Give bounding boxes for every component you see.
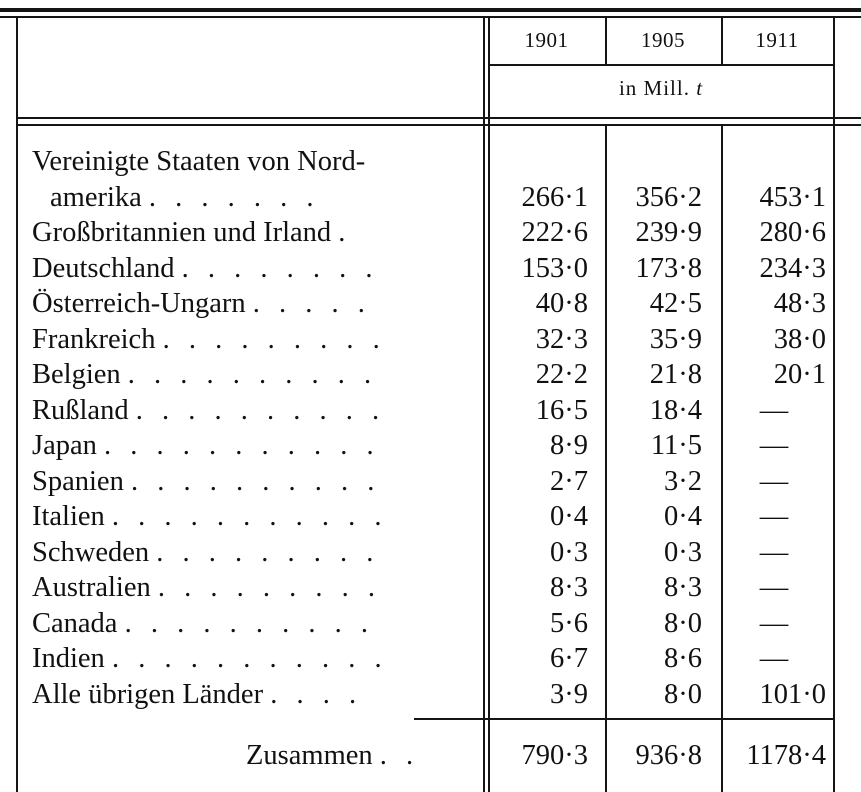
leader-dots: . . . . . bbox=[252, 288, 371, 319]
leader-dots: . . . . . . . bbox=[148, 181, 320, 213]
country-name bbox=[32, 393, 480, 428]
country-label: Canada bbox=[32, 607, 118, 639]
cell-1905: 356·2 bbox=[635, 181, 702, 213]
header-year-1901: 1901 bbox=[524, 28, 569, 52]
country-label: Großbritannien und Irland bbox=[32, 217, 332, 248]
leader-dots: . . . . . . . . . . bbox=[124, 607, 374, 639]
cell-1901: 16·5 bbox=[535, 394, 588, 426]
cell-1905: 8·6 bbox=[664, 643, 702, 674]
cell-1905: 8·0 bbox=[664, 678, 702, 710]
right-border bbox=[833, 16, 835, 792]
country-name bbox=[32, 357, 480, 392]
cell-1911: — bbox=[759, 607, 789, 639]
header-year-rule bbox=[488, 64, 834, 66]
cell-1901: 32·3 bbox=[535, 323, 588, 355]
country-name bbox=[32, 322, 480, 357]
cell-1901: 0·4 bbox=[550, 501, 588, 532]
cell-1901: 5·6 bbox=[550, 607, 588, 639]
country-name bbox=[32, 535, 480, 570]
leader-dots: . bbox=[338, 217, 352, 248]
cell-1905: 173·8 bbox=[635, 252, 702, 284]
header-year-1911: 1911 bbox=[755, 28, 799, 52]
unit-symbol: t bbox=[696, 76, 704, 100]
cell-1911: — bbox=[759, 643, 789, 674]
total-dots: . . bbox=[379, 740, 420, 771]
leader-dots: . . . . . . . . . bbox=[156, 536, 380, 568]
cell-1911: — bbox=[759, 572, 789, 603]
cell-1911: 48·3 bbox=[773, 288, 826, 319]
leader-dots: . . . . . . . . . . bbox=[135, 394, 386, 426]
country-label: Italien bbox=[32, 501, 105, 532]
country-label: Deutschland bbox=[32, 252, 175, 284]
country-label: Rußland bbox=[32, 394, 129, 426]
country-name bbox=[32, 677, 480, 712]
cell-1905: 0·3 bbox=[664, 536, 702, 568]
leader-dots: . . . . bbox=[270, 678, 363, 710]
total-1901: 790·3 bbox=[521, 740, 588, 771]
country-name bbox=[32, 641, 480, 676]
country-name bbox=[32, 215, 480, 250]
total-rule bbox=[414, 718, 834, 720]
cell-1905: 3·2 bbox=[664, 465, 702, 497]
total-text: Zusammen bbox=[246, 740, 373, 771]
cell-1901: 3·9 bbox=[550, 678, 588, 710]
cell-1905: 35·9 bbox=[649, 323, 702, 355]
cell-1911: — bbox=[759, 536, 789, 568]
header-bottom-rule-2 bbox=[16, 124, 861, 126]
label-column-rule-1 bbox=[483, 16, 485, 792]
country-name bbox=[32, 428, 480, 463]
leader-dots: . . . . . . . . . . bbox=[127, 359, 378, 390]
cell-1911: 453·1 bbox=[759, 181, 826, 213]
country-label: Frankreich bbox=[32, 323, 156, 355]
country-name bbox=[32, 499, 480, 534]
leader-dots: . . . . . . . . . . . bbox=[111, 501, 388, 532]
leader-dots: . . . . . . . . . bbox=[162, 323, 386, 355]
cell-1901: 6·7 bbox=[550, 643, 588, 674]
country-label: Schweden bbox=[32, 536, 150, 568]
leader-dots: . . . . . . . . bbox=[181, 252, 379, 284]
cell-1905: 11·5 bbox=[650, 430, 702, 461]
cell-1901: 8·3 bbox=[550, 572, 588, 603]
cell-1901: 8·9 bbox=[550, 430, 588, 461]
country-label: Japan bbox=[32, 430, 97, 461]
cell-1901: 22·2 bbox=[535, 359, 588, 390]
cell-1905: 8·0 bbox=[664, 607, 702, 639]
cell-1901: 222·6 bbox=[521, 217, 588, 248]
unit-label bbox=[488, 76, 834, 101]
country-label: Österreich-Ungarn bbox=[32, 288, 246, 319]
cell-1911: — bbox=[759, 501, 789, 532]
country-name bbox=[32, 570, 480, 605]
cell-1905: 0·4 bbox=[664, 501, 702, 532]
country-label: Indien bbox=[32, 643, 105, 674]
cell-1905: 18·4 bbox=[649, 394, 702, 426]
country-name bbox=[32, 606, 480, 641]
cell-1905: 239·9 bbox=[635, 217, 702, 248]
cell-1901: 153·0 bbox=[521, 252, 588, 284]
cell-1911: 20·1 bbox=[773, 359, 826, 390]
country-name bbox=[32, 464, 480, 499]
label-column-rule-2 bbox=[488, 16, 490, 792]
country-label: Alle übrigen Länder bbox=[32, 678, 264, 710]
left-border bbox=[16, 16, 18, 792]
total-1905: 936·8 bbox=[635, 740, 702, 771]
header-bottom-rule-1 bbox=[16, 117, 861, 119]
cell-1905: 42·5 bbox=[649, 288, 702, 319]
cell-1901: 40·8 bbox=[535, 288, 588, 319]
leader-dots: . . . . . . . . . . . bbox=[111, 643, 388, 674]
cell-1901: 0·3 bbox=[550, 536, 588, 568]
cell-1911: 101·0 bbox=[759, 678, 826, 710]
cell-1911: — bbox=[759, 394, 789, 426]
cell-1911: 38·0 bbox=[773, 323, 826, 355]
header-year-1905: 1905 bbox=[641, 28, 685, 52]
leader-dots: . . . . . . . . . . bbox=[130, 465, 381, 497]
top-rule-thin bbox=[0, 16, 861, 18]
leader-dots: . . . . . . . . . . . bbox=[104, 430, 380, 461]
cell-1911: 280·6 bbox=[759, 217, 826, 248]
cell-1905: 21·8 bbox=[649, 359, 702, 390]
country-name bbox=[32, 286, 480, 321]
cell-1911: — bbox=[759, 465, 789, 497]
unit-prefix: in Mill. bbox=[618, 76, 690, 100]
country-label: Belgien bbox=[32, 359, 121, 390]
country-name bbox=[50, 180, 498, 215]
cell-1911: — bbox=[759, 430, 789, 461]
country-name bbox=[32, 251, 480, 286]
country-label: Australien bbox=[32, 572, 151, 603]
country-label: Spanien bbox=[32, 465, 124, 497]
top-rule-thick bbox=[0, 8, 861, 12]
cell-1911: 234·3 bbox=[759, 252, 826, 284]
country-name-line1: Vereinigte Staaten von Nord- bbox=[32, 146, 366, 177]
leader-dots: . . . . . . . . . bbox=[157, 572, 381, 603]
total-label bbox=[246, 738, 419, 773]
total-1911: 1178·4 bbox=[746, 740, 826, 771]
cell-1905: 8·3 bbox=[664, 572, 702, 603]
country-label: amerika bbox=[50, 181, 142, 213]
cell-1901: 266·1 bbox=[521, 181, 588, 213]
cell-1901: 2·7 bbox=[550, 465, 588, 497]
